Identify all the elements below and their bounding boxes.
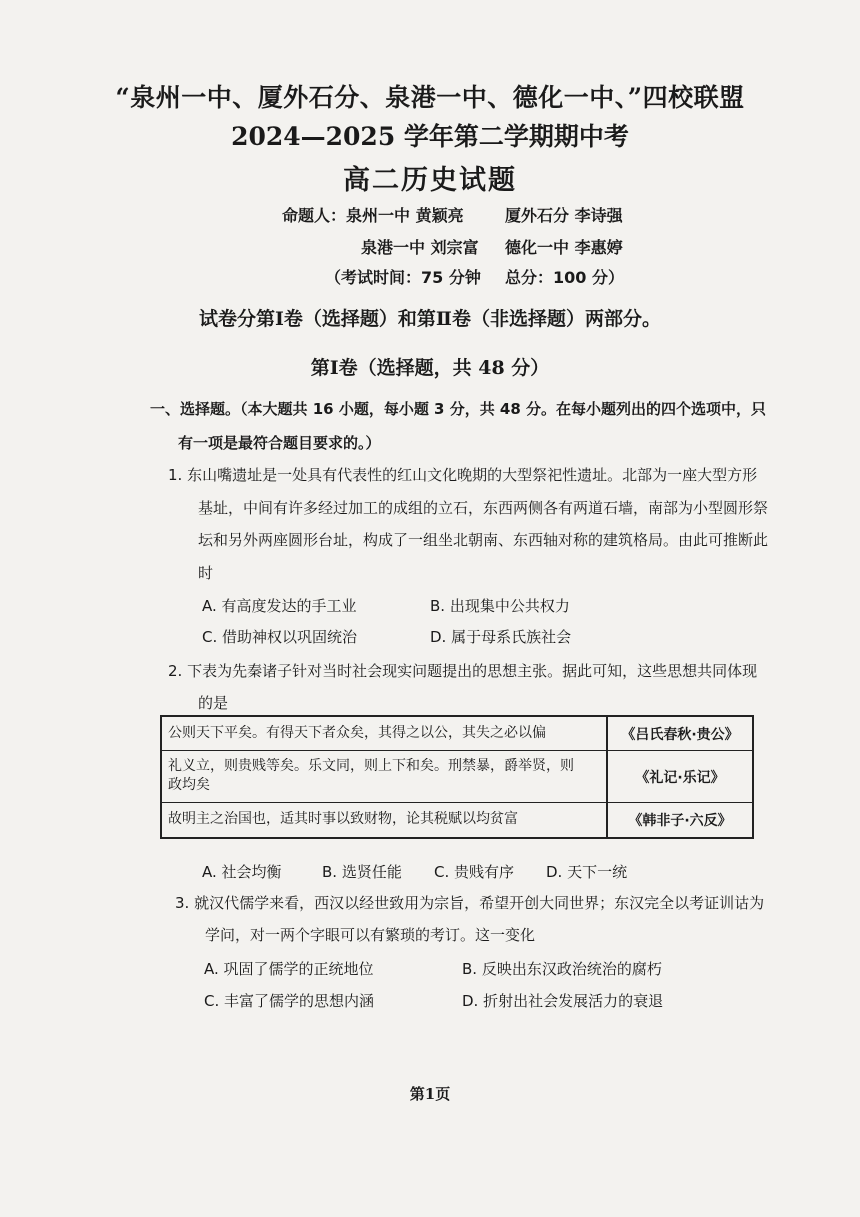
q3-stem-2: 学问，对一两个字眼可以有繁琐的考订。这一变化	[205, 926, 536, 944]
q3-option-c: C. 丰富了儒学的思想内涵	[204, 992, 375, 1010]
q1-stem-3: 坛和另外两座圆形台址，构成了一组坐北朝南、东西轴对称的建筑格局。由此可推断此	[198, 531, 769, 549]
table-row-source: 《韩非子·六反》	[628, 813, 732, 829]
table-row	[162, 751, 752, 803]
subject-title: 高二历史试题	[343, 165, 517, 196]
table-row-text-line: 政均矣	[168, 777, 210, 793]
q1-stem-4: 时	[198, 564, 214, 582]
q3-option-a: A. 巩固了儒学的正统地位	[204, 960, 374, 978]
page-number: 第1页	[409, 1085, 451, 1103]
q2-option-a: A. 社会均衡	[202, 863, 282, 881]
q1-option-c: C. 借助神权以巩固统治	[202, 628, 358, 646]
q2-option-c: C. 贵贱有序	[434, 863, 515, 881]
q3-option-d: D. 折射出社会发展活力的衰退	[462, 992, 664, 1010]
q1-option-b: B. 出现集中公共权力	[430, 597, 570, 615]
q1-option-a: A. 有高度发达的手工业	[202, 597, 357, 615]
q3-stem-1: 3. 就汉代儒学来看，西汉以经世致用为宗旨，希望开创大同世界；东汉完全以考证训诂为	[175, 894, 765, 912]
exam-time: （考试时间：75 分钟	[325, 268, 481, 287]
table-row	[162, 803, 752, 837]
school-union-title: “泉州一中、厦外石分、泉港一中、德化一中、”四校联盟	[115, 83, 745, 112]
author-4: 德化一中 李惠婷	[505, 238, 623, 257]
table-row-text: 故明主之治国也，适其时事以致财物，论其税赋以均贫富	[168, 811, 518, 827]
table-row-source: 《礼记·乐记》	[635, 770, 725, 786]
author-1: 命题人：泉州一中 黄颖亮	[282, 206, 464, 225]
q2-option-d: D. 天下一统	[546, 863, 628, 881]
part-one-heading: 第Ⅰ卷（选择题，共 48 分）	[310, 357, 550, 379]
exam-term-title: 2024—2025 学年第二学期期中考	[231, 122, 629, 151]
q1-option-d: D. 属于母系氏族社会	[430, 628, 572, 646]
q2-stem-2: 的是	[198, 694, 229, 712]
author-2: 厦外石分 李诗强	[505, 206, 623, 225]
section-instruction-2: 有一项是最符合题目要求的。）	[178, 434, 381, 452]
table-row	[162, 717, 752, 751]
author-3: 泉港一中 刘宗富	[361, 238, 479, 257]
q3-option-b: B. 反映出东汉政治统治的腐朽	[462, 960, 662, 978]
table-row-text: 公则天下平矣。有得天下者众矣，其得之以公，其失之必以偏	[168, 725, 546, 741]
section-instruction-1: 一、选择题。（本大题共 16 小题，每小题 3 分，共 48 分。在每小题列出的四个选项中，只	[150, 400, 767, 418]
table-row-text	[168, 757, 574, 795]
table-row-text-line: 礼义立，则贵贱等矣。乐文同，则上下和矣。刑禁暴，爵举贤，则	[168, 758, 574, 774]
q2-option-b: B. 选贤任能	[322, 863, 402, 881]
table-row-source: 《吕氏春秋·贵公》	[621, 727, 739, 743]
q1-stem-2: 基址，中间有许多经过加工的成组的立石，东西两侧各有两道石墙，南部为小型圆形祭	[198, 499, 769, 517]
total-score: 总分：100 分）	[505, 268, 624, 287]
q2-stem-1: 2. 下表为先秦诸子针对当时社会现实问题提出的思想主张。据此可知，这些思想共同体现	[168, 662, 758, 680]
q1-stem-1: 1. 东山嘴遗址是一处具有代表性的红山文化晚期的大型祭祀性遗址。北部为一座大型方形	[168, 466, 758, 484]
paper-structure: 试卷分第Ⅰ卷（选择题）和第Ⅱ卷（非选择题）两部分。	[199, 308, 661, 330]
q2-table	[160, 715, 754, 839]
